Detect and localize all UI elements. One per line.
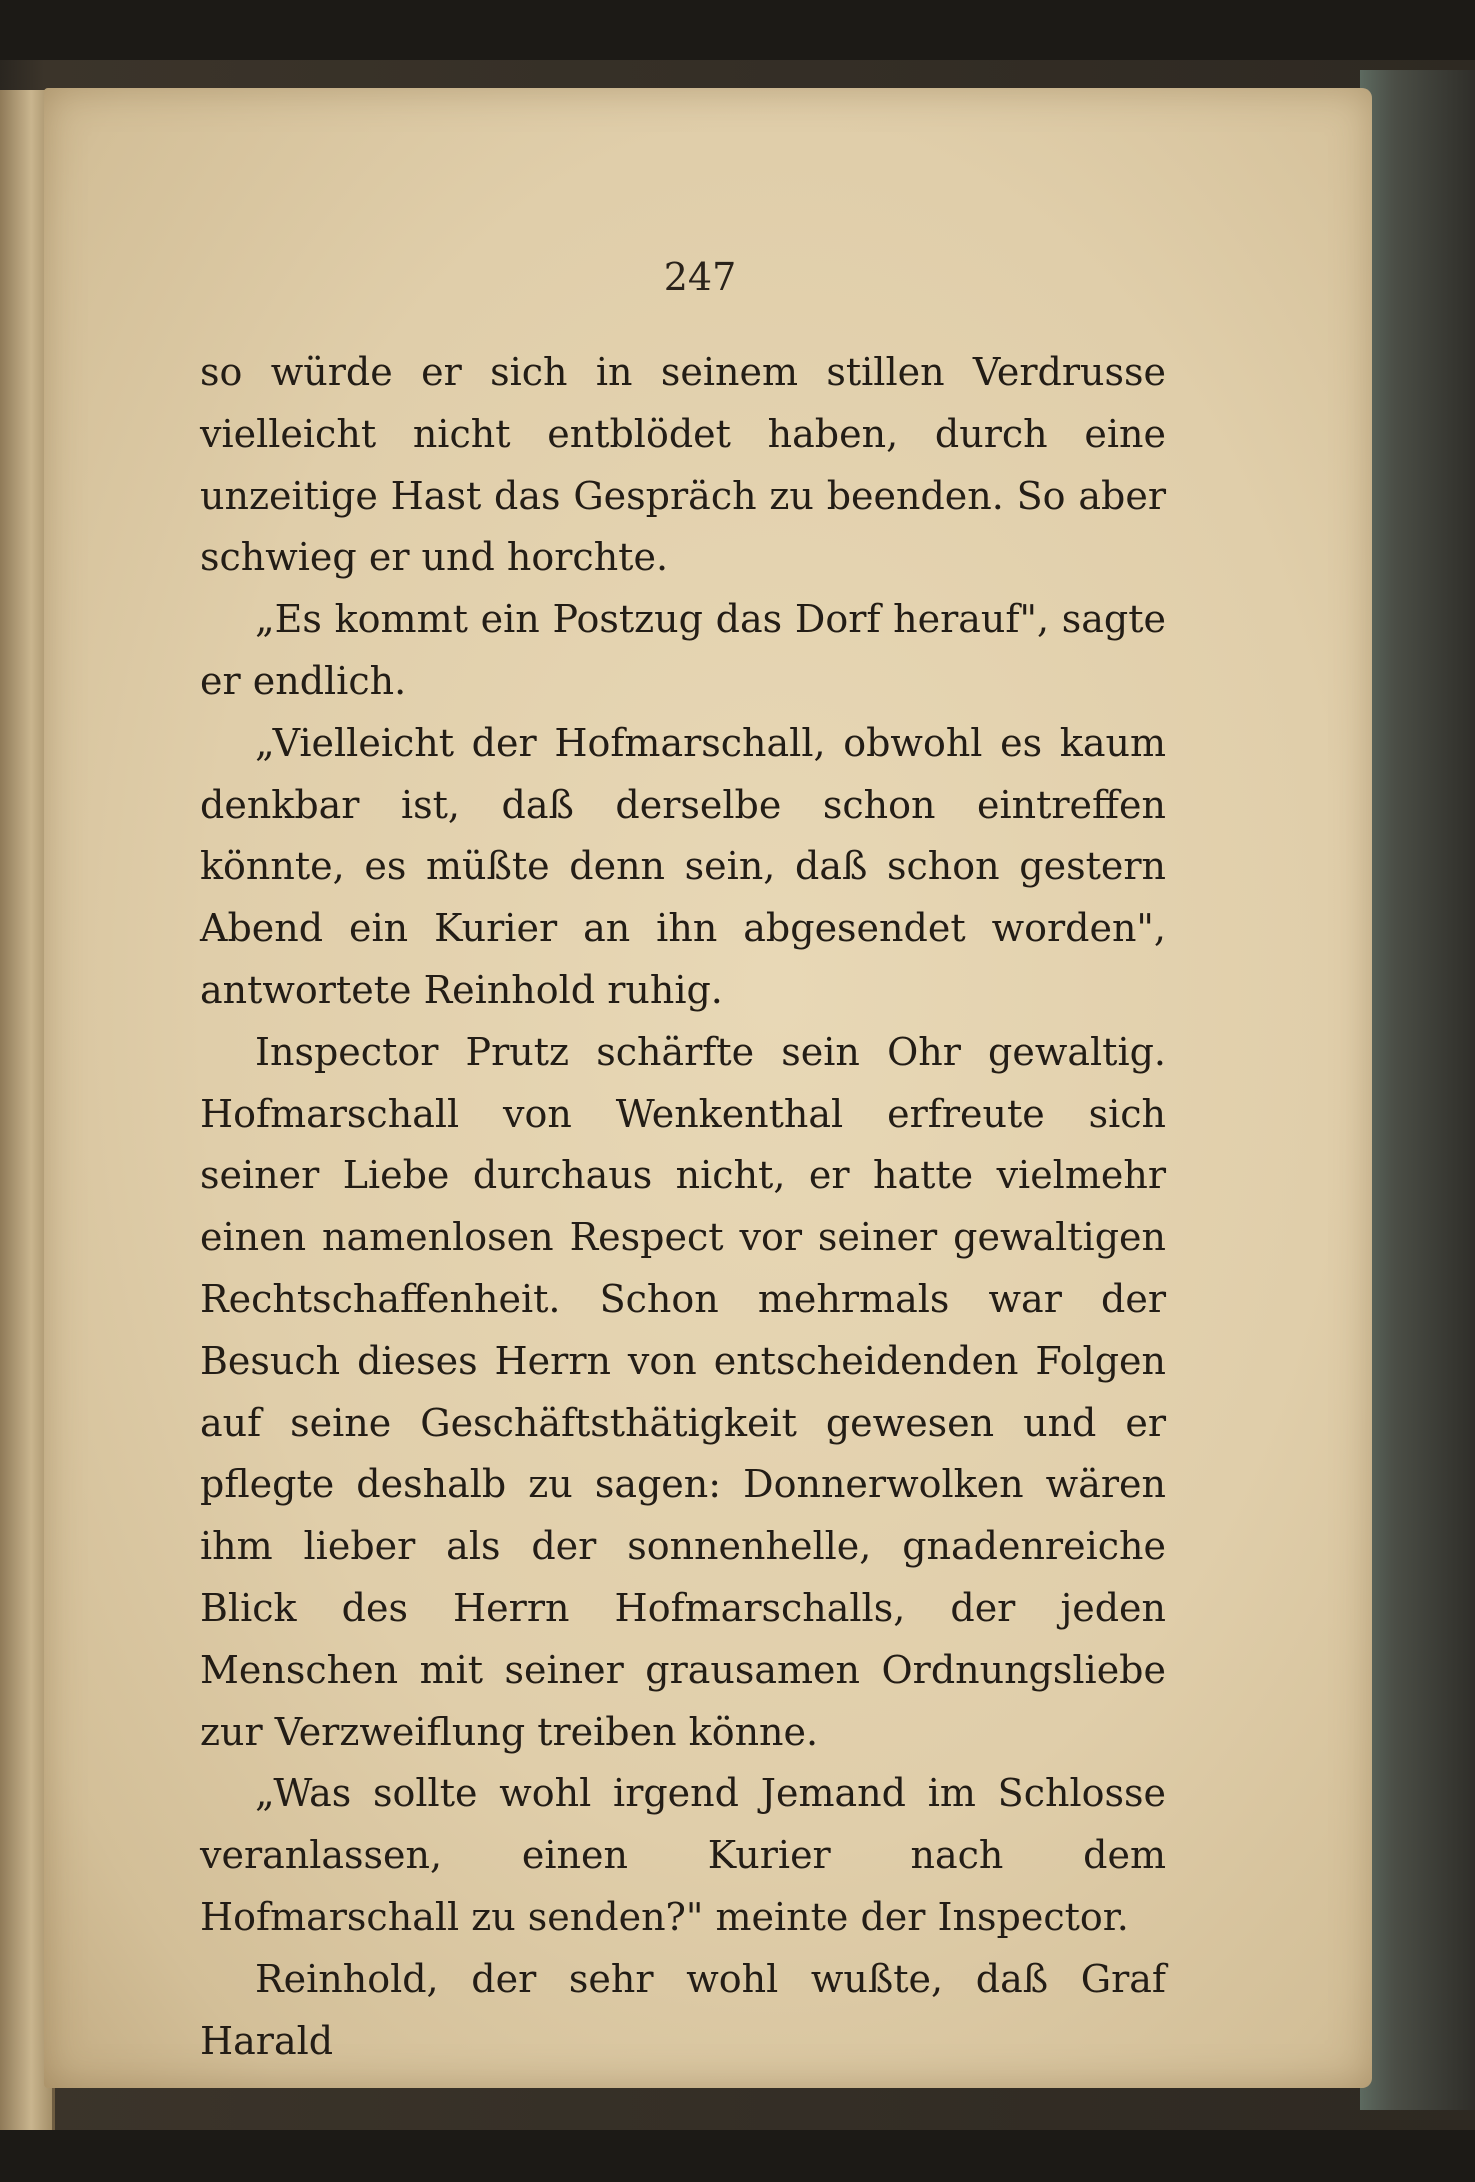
body-text — [200, 342, 1166, 2072]
book-cover-edge — [1360, 70, 1475, 2110]
paragraph: „Was sollte wohl irgend Jemand im Schlosse veranlassen, einen Kurier nach dem Hofmarschall zu senden?" meinte der Inspector. — [200, 1771, 1166, 1939]
paragraph: Reinhold, der sehr wohl wußte, daß Graf Harald — [200, 1956, 1166, 2063]
page-number: 247 — [663, 255, 737, 299]
paragraph: „Vielleicht der Hofmarschall, obwohl es kaum denkbar ist, daß derselbe schon eintreffen könnte, es müßte denn sein, daß schon gestern Abend ein Kurier an ihn abgesendet worden", antwortete Reinhold ruhig. — [200, 720, 1166, 1012]
paragraph: Inspector Prutz schärfte sein Ohr gewaltig. Hofmarschall von Wenkenthal erfreute sich seiner Liebe durchaus nicht, er hatte vielmehr einen namenlosen Respect vor seiner gewaltigen Rechtschaffenheit. Schon mehrmals war der Besuch dieses Herrn von entscheidenden Folgen auf seine Geschäftsthätigkeit gewesen und er pflegte deshalb zu sagen: Donnerwolken wären ihm lieber als der sonnenhelle, gnadenreiche Blick des Herrn Hofmarschalls, der jeden Menschen mit seiner grausamen Ordnungsliebe zur Verzweiflung treiben könne. — [200, 1029, 1166, 1754]
paragraph: so würde er sich in seinem stillen Verdrusse vielleicht nicht entblödet haben, durch eine unzeitige Hast das Gespräch zu beenden. So aber schwieg er und horchte. — [200, 350, 1166, 580]
paragraph: „Es kommt ein Postzug das Dorf herauf", sagte er endlich. — [200, 597, 1166, 703]
